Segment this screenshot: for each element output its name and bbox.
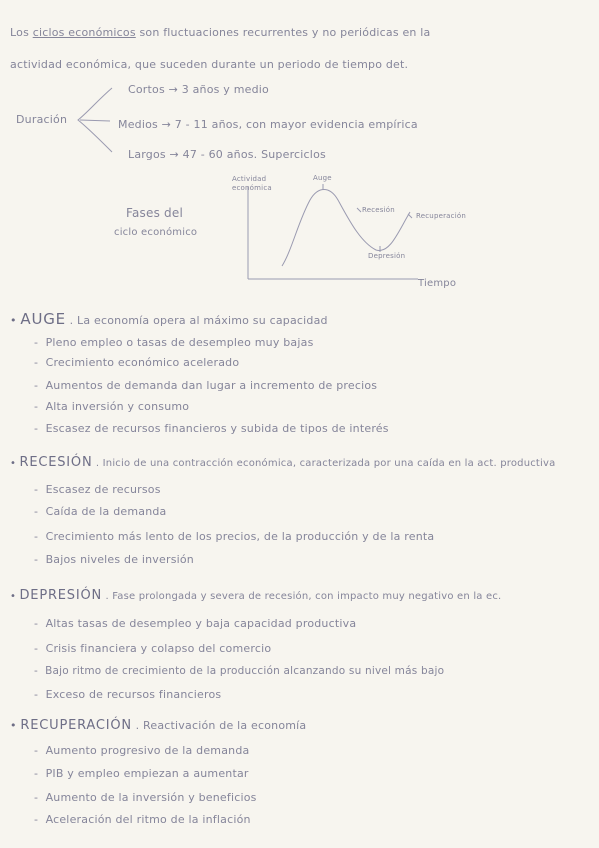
bullet: • (10, 314, 17, 327)
duration-item-2: Largos → 47 - 60 años. Superciclos (128, 148, 326, 161)
section-recuperacion-heading (10, 718, 306, 733)
list-item: - Crecimiento económico acelerado (34, 356, 240, 369)
diagram-y-label-1: Actividad (232, 175, 267, 183)
figure-caption-2: ciclo económico (114, 227, 198, 238)
list-item: - Pleno empleo o tasas de desempleo muy bajas (34, 336, 314, 349)
list-item: - Escasez de recursos financieros y subida de tipos de interés (34, 422, 389, 435)
section-title: AUGE (20, 310, 66, 328)
list-item: - Bajos niveles de inversión (34, 553, 194, 566)
list-item: - Escasez de recursos (34, 483, 161, 496)
diagram-x-label: Tiempo (418, 278, 457, 289)
section-desc: . Inicio de una contracción económica, caracterizada por una caída en la act. productiva (95, 458, 556, 469)
section-title: RECESIÓN (19, 455, 93, 470)
diagram-y-label-2: económica (232, 184, 272, 192)
section-desc: . La economía opera al máximo su capacidad (69, 314, 328, 327)
list-item: - Altas tasas de desempleo y baja capacidad productiva (34, 617, 357, 630)
bullet: • (10, 719, 17, 732)
diagram-label-depresion: Depresión (368, 252, 406, 260)
list-item: - Crisis financiera y colapso del comercio (34, 642, 272, 655)
list-item: - Crecimiento más lento de los precios, de la producción y de la renta (34, 530, 435, 543)
section-title: RECUPERACIÓN (20, 718, 132, 733)
duration-label: Duración (16, 113, 68, 126)
section-title: DEPRESIÓN (19, 588, 103, 603)
diagram-label-auge: Auge (313, 174, 332, 182)
list-item: - PIB y empleo empiezan a aumentar (34, 767, 249, 780)
bullet: • (10, 591, 17, 602)
intro-term: ciclos económicos (32, 26, 136, 39)
list-item: - Aumento de la inversión y beneficios (34, 791, 257, 804)
section-depresion-heading (10, 588, 501, 603)
duration-item-1: Medios → 7 - 11 años, con mayor evidencia empírica (118, 118, 418, 131)
bullet: • (10, 458, 17, 469)
figure-caption-1: Fases del (126, 206, 183, 220)
duration-item-0: Cortos → 3 años y medio (128, 83, 269, 96)
section-desc: . Fase prolongada y severa de recesión, con impacto muy negativo en la ec. (105, 591, 502, 602)
intro-post: son fluctuaciones recurrentes y no periódicas en la (139, 26, 431, 39)
diagram-label-recesion: Recesión (362, 206, 395, 214)
section-desc: . Reactivación de la economía (135, 719, 307, 732)
list-item: - Alta inversión y consumo (34, 400, 190, 413)
list-item: - Caída de la demanda (34, 505, 167, 518)
list-item: - Aumento progresivo de la demanda (34, 744, 250, 757)
section-auge-heading (10, 310, 328, 328)
list-item: - Aumentos de demanda dan lugar a incremento de precios (34, 379, 378, 392)
intro-line-2: actividad económica, que suceden durante un periodo de tiempo det. (10, 58, 409, 71)
list-item: - Aceleración del ritmo de la inflación (34, 813, 251, 826)
list-item: - Exceso de recursos financieros (34, 688, 222, 701)
list-item: - Bajo ritmo de crecimiento de la producción alcanzando su nivel más bajo (34, 665, 445, 677)
section-recesion-heading (10, 455, 555, 470)
intro-pre: Los (10, 26, 29, 39)
diagram-label-recuperacion: Recuperación (416, 212, 466, 220)
